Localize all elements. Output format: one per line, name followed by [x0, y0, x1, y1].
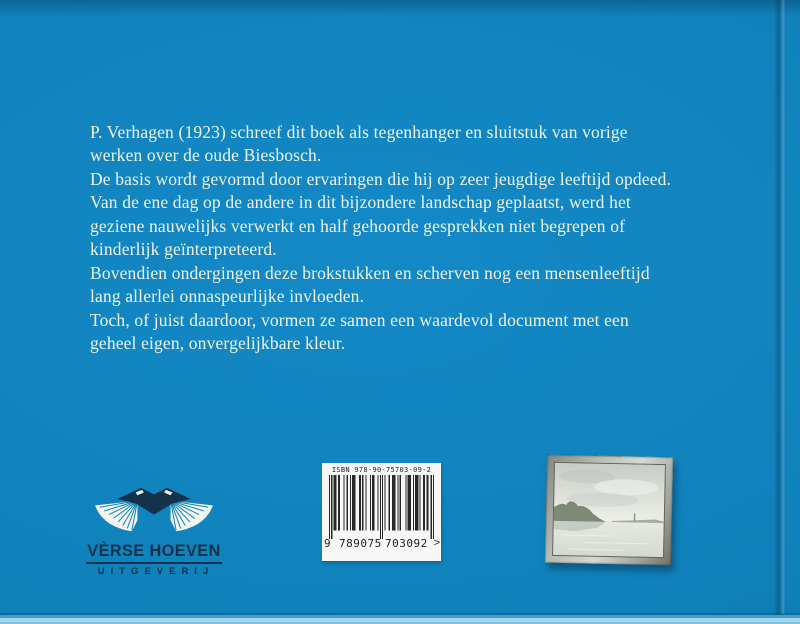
cover-bottom-edge: [0, 613, 800, 624]
isbn-label: ISBN 978-90-75703-09-2: [331, 466, 432, 474]
blurb-line: Bovendien ondergingen deze brokstukken en scherven nog een mensenleeftijd: [90, 262, 650, 283]
publisher-logo: [84, 487, 224, 577]
cover-painting-thumbnail: [545, 455, 673, 566]
ean-right-group: 703092: [385, 537, 428, 550]
blurb-line: geziene nauwelijks verwerkt en half gehoorde gesprekken niet begrepen of: [90, 215, 626, 236]
open-book-right: [154, 488, 213, 531]
back-cover-blurb: [90, 121, 671, 356]
ean-lead-digit: 9: [324, 537, 331, 550]
blurb-line: Van de ene dag op de andere in dit bijzondere landschap geplaatst, werd het: [90, 192, 631, 213]
blurb-line: lang allerlei onnaspeurlijke invloeden.: [90, 286, 365, 307]
cover-hinge-fold: [774, 0, 786, 624]
blurb-line: Toch, of juist daardoor, vormen ze samen een waardevol document met een: [90, 309, 629, 330]
winged-open-books-icon: [85, 487, 223, 533]
publisher-name: VÈRSE HOEVEN: [87, 541, 221, 560]
blurb-line: P. Verhagen (1923) schreef dit boek als tegenhanger en sluitstuk van vorige: [90, 122, 628, 142]
framed-landscape-painting: [552, 462, 666, 558]
isbn-barcode: [322, 463, 441, 561]
ean-bars: [329, 475, 434, 539]
blurb-line: geheel eigen, onvergelijkbare kleur.: [90, 333, 346, 354]
open-book-left: [95, 488, 154, 531]
sail-mark: [634, 514, 636, 522]
ean-digits: [322, 539, 441, 553]
ean-trailing-chevron: >: [433, 537, 440, 549]
blurb-line: werken over de oude Biesbosch.: [90, 145, 322, 166]
cover-top-edge-shadow: [0, 0, 800, 16]
publisher-logo-rule: [86, 562, 222, 564]
blurb-line: kinderlijk geïnterpreteerd.: [90, 239, 277, 260]
blurb-line: De basis wordt gevormd door ervaringen die hij op zeer jeugdige leeftijd opdeed.: [90, 168, 672, 189]
publisher-subtitle: UITGEVERIJ: [97, 566, 215, 577]
ean-left-group: 789075: [339, 537, 382, 550]
